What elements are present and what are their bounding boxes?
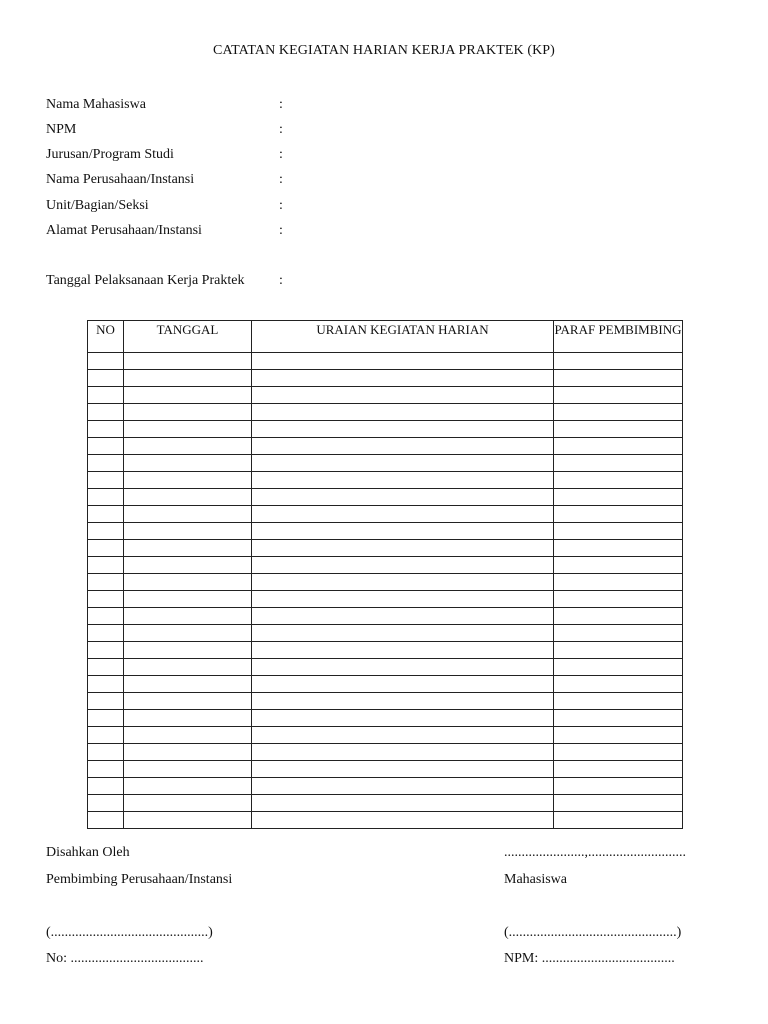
tanggal-cell[interactable]: [124, 438, 252, 455]
no-cell[interactable]: [88, 710, 124, 727]
tanggal-cell[interactable]: [124, 676, 252, 693]
table-row: [88, 404, 683, 421]
paraf-cell[interactable]: [554, 455, 683, 472]
tanggal-cell[interactable]: [124, 574, 252, 591]
tanggal-cell[interactable]: [124, 744, 252, 761]
no-cell[interactable]: [88, 370, 124, 387]
no-cell[interactable]: [88, 693, 124, 710]
paraf-cell[interactable]: [554, 353, 683, 370]
pembimbing-role-label: Pembimbing Perusahaan/Instansi: [46, 872, 233, 887]
no-cell[interactable]: [88, 778, 124, 795]
uraian-cell[interactable]: [252, 710, 554, 727]
paraf-cell[interactable]: [554, 489, 683, 506]
activity-log-table: [87, 320, 683, 829]
table-row: [88, 370, 683, 387]
paraf-cell[interactable]: [554, 370, 683, 387]
paraf-cell[interactable]: [554, 710, 683, 727]
field-colon: :: [279, 147, 283, 162]
field-colon: :: [279, 122, 283, 137]
uraian-cell[interactable]: [252, 761, 554, 778]
table-row: [88, 795, 683, 812]
field-label-jurusan: Jurusan/Program Studi: [46, 147, 174, 162]
uraian-cell[interactable]: [252, 455, 554, 472]
tanggal-cell[interactable]: [124, 761, 252, 778]
no-cell[interactable]: [88, 608, 124, 625]
no-cell[interactable]: [88, 557, 124, 574]
tanggal-cell[interactable]: [124, 557, 252, 574]
paraf-cell[interactable]: [554, 472, 683, 489]
field-label-alamat: Alamat Perusahaan/Instansi: [46, 223, 202, 238]
mahasiswa-role-label: Mahasiswa: [504, 872, 567, 887]
paraf-cell[interactable]: [554, 625, 683, 642]
no-cell[interactable]: [88, 795, 124, 812]
paraf-cell[interactable]: [554, 642, 683, 659]
pembimbing-name-line: (.............................................): [46, 925, 213, 940]
uraian-cell[interactable]: [252, 574, 554, 591]
tanggal-cell[interactable]: [124, 778, 252, 795]
uraian-cell[interactable]: [252, 540, 554, 557]
uraian-cell[interactable]: [252, 795, 554, 812]
uraian-cell[interactable]: [252, 642, 554, 659]
no-cell[interactable]: [88, 727, 124, 744]
tanggal-cell[interactable]: [124, 710, 252, 727]
paraf-cell[interactable]: [554, 761, 683, 778]
table-row: [88, 659, 683, 676]
no-cell[interactable]: [88, 744, 124, 761]
no-cell[interactable]: [88, 472, 124, 489]
field-label-nama-mahasiswa: Nama Mahasiswa: [46, 97, 146, 112]
uraian-cell[interactable]: [252, 472, 554, 489]
paraf-cell[interactable]: [554, 591, 683, 608]
table-row: [88, 676, 683, 693]
table-row: [88, 472, 683, 489]
tanggal-cell[interactable]: [124, 472, 252, 489]
uraian-cell[interactable]: [252, 353, 554, 370]
uraian-cell[interactable]: [252, 506, 554, 523]
tanggal-cell[interactable]: [124, 693, 252, 710]
uraian-cell[interactable]: [252, 489, 554, 506]
table-row: [88, 693, 683, 710]
no-cell[interactable]: [88, 421, 124, 438]
uraian-cell[interactable]: [252, 744, 554, 761]
table-row: [88, 421, 683, 438]
no-cell[interactable]: [88, 404, 124, 421]
paraf-cell[interactable]: [554, 676, 683, 693]
table-row: [88, 778, 683, 795]
paraf-cell[interactable]: [554, 523, 683, 540]
uraian-cell[interactable]: [252, 404, 554, 421]
tanggal-cell[interactable]: [124, 812, 252, 829]
table-row: [88, 540, 683, 557]
field-label-tanggal-pelaksanaan: Tanggal Pelaksanaan Kerja Praktek: [46, 273, 245, 288]
header-no: NO: [88, 321, 124, 353]
paraf-cell[interactable]: [554, 608, 683, 625]
tanggal-cell[interactable]: [124, 455, 252, 472]
place-date-line: .......................,............................: [504, 845, 686, 860]
table-row: [88, 608, 683, 625]
table-row: [88, 727, 683, 744]
tanggal-cell[interactable]: [124, 659, 252, 676]
tanggal-cell[interactable]: [124, 727, 252, 744]
no-cell[interactable]: [88, 540, 124, 557]
uraian-cell[interactable]: [252, 421, 554, 438]
header-paraf: PARAF PEMBIMBING: [554, 321, 683, 353]
table-row: [88, 710, 683, 727]
tanggal-cell[interactable]: [124, 795, 252, 812]
tanggal-cell[interactable]: [124, 523, 252, 540]
table-row: [88, 642, 683, 659]
table-row: [88, 387, 683, 404]
field-label-npm: NPM: [46, 122, 77, 137]
paraf-cell[interactable]: [554, 778, 683, 795]
no-cell[interactable]: [88, 676, 124, 693]
field-colon: :: [279, 223, 283, 238]
paraf-cell[interactable]: [554, 659, 683, 676]
no-cell[interactable]: [88, 761, 124, 778]
no-cell[interactable]: [88, 387, 124, 404]
no-cell[interactable]: [88, 489, 124, 506]
table-row: [88, 744, 683, 761]
table-row: [88, 438, 683, 455]
uraian-cell[interactable]: [252, 591, 554, 608]
uraian-cell[interactable]: [252, 676, 554, 693]
no-cell[interactable]: [88, 506, 124, 523]
uraian-cell[interactable]: [252, 370, 554, 387]
table-row: [88, 574, 683, 591]
uraian-cell[interactable]: [252, 438, 554, 455]
tanggal-cell[interactable]: [124, 540, 252, 557]
no-cell[interactable]: [88, 353, 124, 370]
tanggal-cell[interactable]: [124, 404, 252, 421]
pembimbing-no-line: No: ......................................: [46, 951, 204, 966]
paraf-cell[interactable]: [554, 795, 683, 812]
table-row: [88, 557, 683, 574]
tanggal-cell[interactable]: [124, 625, 252, 642]
no-cell[interactable]: [88, 625, 124, 642]
paraf-cell[interactable]: [554, 812, 683, 829]
no-cell[interactable]: [88, 455, 124, 472]
table-body: [88, 353, 683, 829]
no-cell[interactable]: [88, 574, 124, 591]
uraian-cell[interactable]: [252, 557, 554, 574]
table-row: [88, 455, 683, 472]
uraian-cell[interactable]: [252, 812, 554, 829]
no-cell[interactable]: [88, 659, 124, 676]
table-row: [88, 812, 683, 829]
uraian-cell[interactable]: [252, 625, 554, 642]
paraf-cell[interactable]: [554, 574, 683, 591]
table-row: [88, 761, 683, 778]
uraian-cell[interactable]: [252, 608, 554, 625]
tanggal-cell[interactable]: [124, 608, 252, 625]
field-colon: :: [279, 273, 283, 288]
paraf-cell[interactable]: [554, 387, 683, 404]
no-cell[interactable]: [88, 591, 124, 608]
uraian-cell[interactable]: [252, 693, 554, 710]
table-row: [88, 591, 683, 608]
document-title: CATATAN KEGIATAN HARIAN KERJA PRAKTEK (KP): [213, 43, 555, 58]
tanggal-cell[interactable]: [124, 353, 252, 370]
paraf-cell[interactable]: [554, 506, 683, 523]
paraf-cell[interactable]: [554, 421, 683, 438]
no-cell[interactable]: [88, 812, 124, 829]
table-row: [88, 625, 683, 642]
field-label-nama-perusahaan: Nama Perusahaan/Instansi: [46, 172, 195, 187]
mahasiswa-npm-line: NPM: ......................................: [504, 951, 675, 966]
tanggal-cell[interactable]: [124, 591, 252, 608]
paraf-cell[interactable]: [554, 744, 683, 761]
paraf-cell[interactable]: [554, 727, 683, 744]
no-cell[interactable]: [88, 642, 124, 659]
table-row: [88, 523, 683, 540]
tanggal-cell[interactable]: [124, 421, 252, 438]
tanggal-cell[interactable]: [124, 489, 252, 506]
field-colon: :: [279, 198, 283, 213]
paraf-cell[interactable]: [554, 438, 683, 455]
field-colon: :: [279, 172, 283, 187]
no-cell[interactable]: [88, 438, 124, 455]
uraian-cell[interactable]: [252, 387, 554, 404]
tanggal-cell[interactable]: [124, 642, 252, 659]
uraian-cell[interactable]: [252, 727, 554, 744]
table-row: [88, 506, 683, 523]
table-row: [88, 489, 683, 506]
uraian-cell[interactable]: [252, 778, 554, 795]
field-colon: :: [279, 97, 283, 112]
disahkan-oleh-label: Disahkan Oleh: [46, 845, 130, 860]
tanggal-cell[interactable]: [124, 506, 252, 523]
header-uraian: URAIAN KEGIATAN HARIAN: [252, 321, 554, 353]
mahasiswa-name-line: (................................................): [504, 925, 682, 940]
table-header-row: [88, 321, 683, 353]
table-row: [88, 353, 683, 370]
paraf-cell[interactable]: [554, 540, 683, 557]
paraf-cell[interactable]: [554, 693, 683, 710]
tanggal-cell[interactable]: [124, 370, 252, 387]
no-cell[interactable]: [88, 523, 124, 540]
paraf-cell[interactable]: [554, 404, 683, 421]
field-label-unit: Unit/Bagian/Seksi: [46, 198, 149, 213]
uraian-cell[interactable]: [252, 523, 554, 540]
header-tanggal: TANGGAL: [124, 321, 252, 353]
paraf-cell[interactable]: [554, 557, 683, 574]
uraian-cell[interactable]: [252, 659, 554, 676]
tanggal-cell[interactable]: [124, 387, 252, 404]
